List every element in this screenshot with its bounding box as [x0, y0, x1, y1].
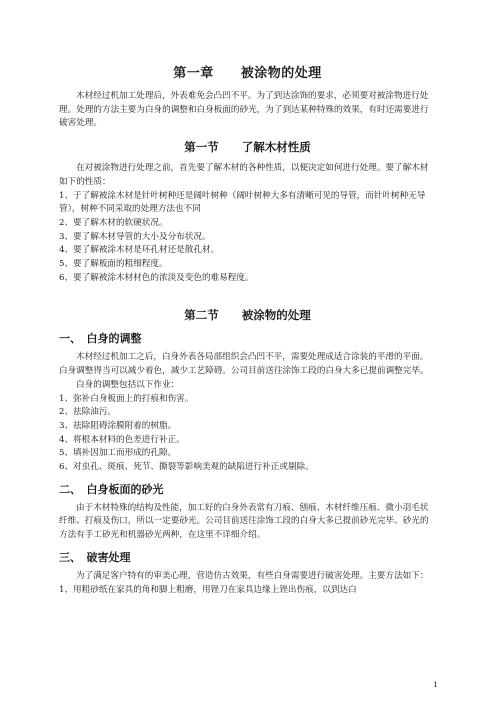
list-item: 6、对虫孔、斑痕、死节、撕裂等影响美观的缺陷进行补正或剔除。: [59, 462, 314, 473]
subsection1-list-intro: 白身的调整包括以下作业：: [76, 379, 180, 390]
list-item: 1、于了解被涂木材是针叶树种还是阔叶树种（阔叶树种大多有清晰可见的导管，而针叶树种无导管），树种不同采取的处理方法也不同: [59, 190, 426, 215]
list-item: 4、将根本材料的色差进行补正。: [59, 434, 185, 445]
list-item: 1、弥补白身板面上的打痕和伤害。: [59, 393, 194, 404]
section-title-2: 第二节 被涂物的处理: [184, 308, 311, 323]
list-item: 6、要了解被涂木材材色的浓淡及变色的难易程度。: [59, 272, 254, 283]
list-item: 5、填补因加工而形成的孔隙。: [59, 448, 177, 459]
list-item: 2、要了解木材的软硬状况。: [59, 217, 168, 228]
chapter-title: 第一章 被涂物的处理: [173, 66, 322, 81]
subsection1-paragraph: 木材经过机加工之后，白身外表各局部组织会凸凹不平，需要处理成适合涂装的平滑的平面。白身调整得当可以减少着色，减少工艺障碍。公司目前送往涂饰工段的白身大多已提前调整完毕。: [59, 352, 429, 377]
subsection-title-3: 三、 破害处理: [59, 550, 131, 564]
subsection2-paragraph: 由于木材特殊的结构及性能，加工好的白身外表常有刀痕、刨痕、木材纤维压痕、微小羽毛状纤维、打痕及伤口，所以一定要砂光。公司目前送往涂饰工段的白身大多已提前砂光完毕。砂光的方法有手工砂光和机器砂光两种，在这里不详细介绍。: [59, 502, 429, 541]
list-item: 3、要了解木材导管的大小及分布状况。: [59, 231, 211, 242]
subsection3-paragraph: 为了满足客户特有的审美心理，营造仿古效果，有些白身需要进行破害处理。主要方法如下：: [76, 570, 429, 581]
list-item: 2、祛除油污。: [59, 407, 117, 418]
list-item: 4、要了解被涂木材是环孔材还是散孔材。: [59, 245, 220, 256]
chapter-intro: 木材经过机加工处理后，外表难免会凸凹不平。为了到达涂饰的要求，必须要对被涂物进行处理。处理的方法主要为白身的调整和白身板面的砂光，为了到达某种特殊的效果，有时还需要进行破害处理。: [59, 91, 429, 129]
list-item: 3、祛除阻碍涂膜附着的树脂。: [59, 420, 177, 431]
section1-intro: 在对被涂物进行处理之前，首先要了解木材的各种性质，以便决定如何进行处理。要了解木材如下的性质：: [59, 163, 429, 187]
subsection-title-2: 二、 白身板面的砂光: [59, 482, 164, 496]
page-number: 1: [433, 680, 438, 689]
section-title-1: 第一节 了解木材性质: [184, 140, 311, 155]
list-item: 5、要了解板面的粗细程度。: [59, 259, 168, 270]
subsection-title-1: 一、 白身的调整: [59, 332, 142, 346]
list-item: 1、用粗砂纸在家具的角和脚上粗磨，用锉刀在家具边缘上锉出伤痕，以到达白: [59, 584, 357, 595]
